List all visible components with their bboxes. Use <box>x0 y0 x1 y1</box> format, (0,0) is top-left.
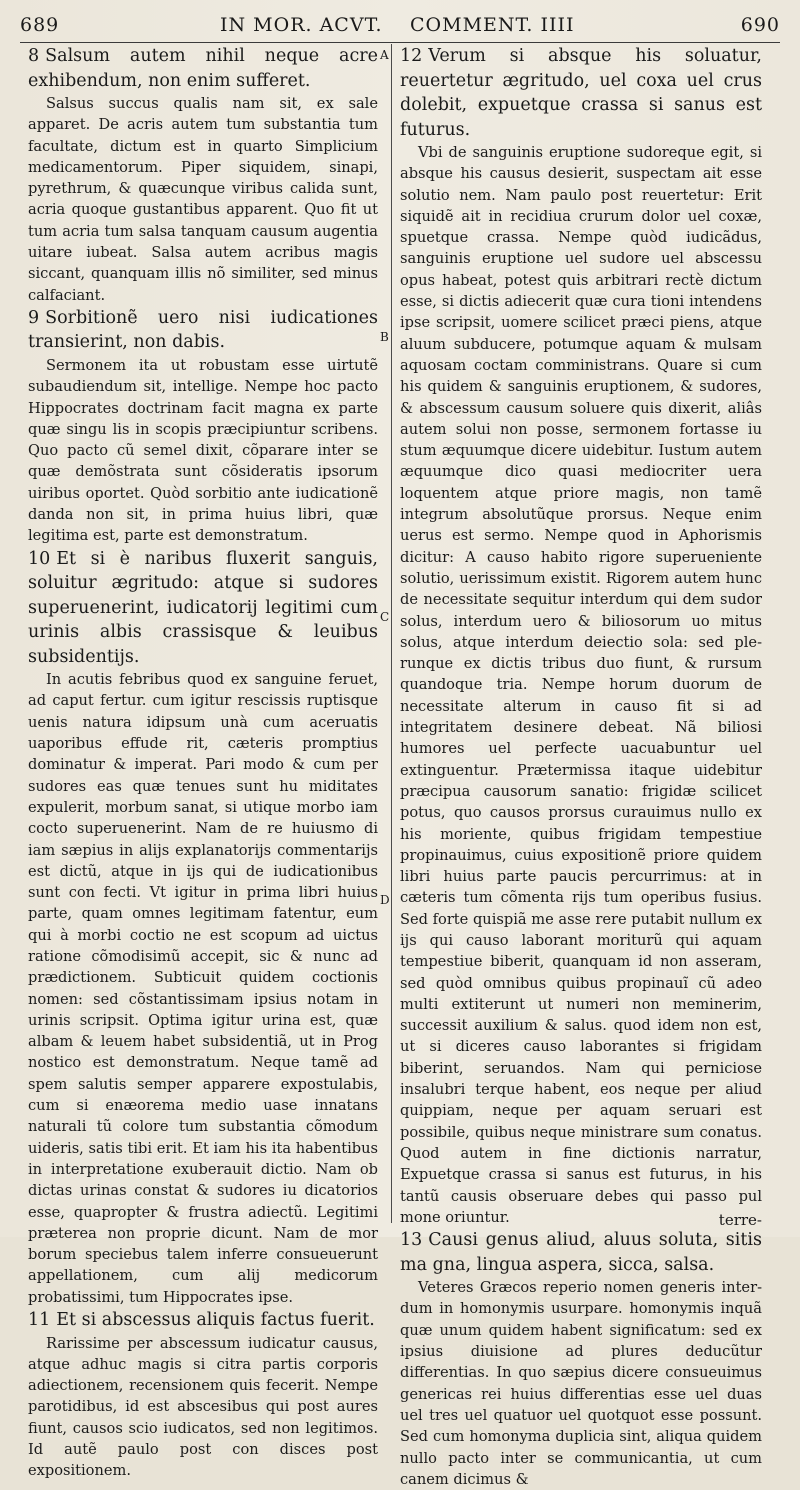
lemma-number: 11 <box>28 1310 51 1331</box>
margin-letter-c: C <box>380 610 390 624</box>
header-rule <box>20 42 780 43</box>
running-title-right: COMMENT. IIII <box>410 14 575 36</box>
running-header <box>20 8 780 42</box>
lemma-paragraph <box>28 1308 378 1333</box>
page-number-left: 689 <box>20 14 60 36</box>
lemma-paragraph <box>28 44 378 93</box>
commentary-paragraph: Vbi de sanguinis eruptione sudoreque egit, si absque his causus desierit, suspectam ait esse solutio nem. Nam paulo post reuertetur: Erit siquidẽ ait in recidiua crurum dolor uel coxæ, spuetque crassa. Nempe quòd iudicãdus, sanguinis eruptione uel sudore uel abscessu opus habeat, potest quis arbitrari rectè dictum esse, si dictis adiecerit quæ cura tioni intendens ipse scripsit, uomere scilicet præci piens, atque aluum subducere, potumque aquam & mulsam aquosam coctam comministrans. Quare si cum his quidem & sanguinis eruptionem, & sudores, & abscessum causum soluere quis dixerit, aliâs autem solui non posse, sermonem fortasse iu stum æquumque dicere uidebitur. Iustum autem æquumque dico quasi mediocriter uera loquentem atque priore magis, non tamẽ integrum absolutũque prorsus. Neque enim uerus est sermo. Nempe quod in Aphorismis dicitur: A causo habito rigore superueniente solutio, uerissimum existit. Rigorem autem hunc de necessitate sequitur interdum qui dem sudor solus, interdum uero & biliosorum uo mitus solus, atque interdum deiectio sola: sed plerunque ex dictis tribus duo fiunt, & rursum quandoque tria. Nempe horum duorum de necessitate alterum in causo fit si ad integritatem desinere debeat. Nã biliosi humores uel perfecte uacuabuntur uel extinguentur. Prætermissa itaque uidebitur præcipua causorum sanatio: frigidæ scilicet potus, quo causos prorsus curauimus nullo ex his moriente, quibus frigidam tempestiue propinauimus, cuius expositionẽ priore quidem libri huius parte paucis percurrimus: at in cæteris tum cõmenta rijs tum operibus fusius. Sed forte quispiã me asse rere putabit nullum ex ijs qui causo laborant moriturũ qui aquam tempestiue biberit, quanquam id non asseram, sed quòd omnibus quibus propinauĩ cũ adeo multi extiterunt ut numeri non meminerim, successit auxilium & salus. quod idem non est, ut si diceres causo laborantes si frigidam biberint, seruandos. Nam qui perniciose insalubri terque habent, eos neque per aliud quippiam, neque per aquam seruari est possibile, quibus neque ministrare sum conatus. Quod autem in fine dictionis narratur, Expuetque crassa si sanus est futurus, in his tantũ causis obseruare debes qui passo pul mone oriuntur. <box>400 144 762 1226</box>
lemma-number: 8 <box>28 46 40 66</box>
running-title-left: IN MOR. ACVT. <box>220 14 383 36</box>
commentary-paragraph: Veteres Græcos reperio nomen generis interdum in homonymis usurpare. homonymis inquã quæ unum quidem habent significatum: sed ex ipsius diuisione ad plures deducũtur differentias. In quo sæpius dicere consueuimus genericas rei huius differentias esse uel duas uel tres uel quatuor uel quotquot esse possunt. Sed cum homonyma duplicia sint, aliqua quidem nullo pacto inter se communicantia, ut cum canem dicimus & <box>400 1279 762 1488</box>
right-column <box>400 44 762 1490</box>
lemma-text: Et si è naribus fluxerit sanguis, soluitur ægritudo: atque si sudores superuenerint, iudicatorij legitimi cum urinis albis crassisque & leuibus subsidentijs. <box>28 548 378 667</box>
column-divider <box>391 44 392 1223</box>
lemma-text: Salsum autem nihil neque acre exhibendum, non enim sufferet. <box>28 46 378 91</box>
margin-letter-a: A <box>380 48 389 62</box>
margin-letter-b: B <box>380 330 389 344</box>
left-column <box>28 44 378 1482</box>
lemma-number: 13 <box>400 1230 423 1251</box>
lemma-text: Verum si absque his soluatur, reuertetur ægritudo, uel coxa uel crus dolebit, expuetque crassa si sanus est futurus. <box>400 46 762 140</box>
lemma-paragraph <box>400 1228 762 1277</box>
lemma-paragraph <box>400 44 762 142</box>
catchword: terre- <box>718 1211 762 1229</box>
lemma-number: 9 <box>28 307 40 328</box>
commentary-paragraph: Rarissime per abscessum iudicatur causus, atque adhuc magis si citra partis corporis adiectionem, recensionem quis fecerit. Nempe parotidibus, id est abscesibus qui post aures fiunt, causos scio iudicatos, sed non legitimos. Id autẽ paulo post con disces post expositionem. <box>28 1334 378 1480</box>
commentary-paragraph: In acutis febribus quod ex sanguine feruet, ad caput fertur. cum igitur rescissis ruptisque uenis natura idipsum unà cum aceruatis uaporibus effude rit, cæteris promptius dominatur & imperat. Pari modo & cum per sudores eas quæ tenues sunt hu miditates expulerit, morbum sanat, si utique morbo iam cocto superuenerint. Nam de re huiusmo di iam sæpius in alijs explanatorijs commentarijs est dictũ, atque in ijs qui de iudicationibus sunt con fecti. Vt igitur in prima libri huius parte, quam omnes legitimam fatentur, eum qui à morbi coctio ne est scopum ad uictus ratione cõmodisimũ accepit, sic & nunc ad prædictionem. Subticuit quidem coctionis nomen: sed cõstantissimam ipsius notam in urinis scripsit. Optima igitur urina est, quæ albam & leuem habet subsidentiã, ut in Prog nostico est demonstratum. Neque tamẽ ad spem salutis semper apparere expostulabis, cum si enæorema medio uase innatans naturali tũ colore tum substantia cõmodum uideris, satis tibi erit. Et iam his ita habentibus in interpretatione exuberauit dictio. Nam ob dictas urinas constat & sudores iu dicatorios esse, quapropter & frustra adiectũ. Legitimi præterea non proprie dicunt. Nam de mor borum speciebus talem inferre consueuerunt appellationem, cum alij medicorum probatissimi, tum Hippocrates ipse. <box>28 671 378 1306</box>
lemma-number: 10 <box>28 548 51 569</box>
lemma-paragraph <box>28 547 378 670</box>
margin-letter-d: D <box>380 893 390 907</box>
commentary-paragraph: Sermonem ita ut robustam esse uirtutẽ subaudiendum sit, intellige. Nempe hoc pacto Hippocrates doctrinam facit magna ex parte quæ singu lis in scopis præcipiuntur scribens. Quo pacto cũ semel dixit, cõparare inter se quæ demõstrata sunt cõsideratis ipsorum uiribus oportet. Quòd sorbitio ante iudicationẽ danda non sit, in prima huius libri, quæ legitima est, parte est demonstratum. <box>28 356 378 545</box>
lemma-text: Causi genus aliud, aluus soluta, sitis ma gna, lingua aspera, sicca, salsa. <box>400 1230 762 1275</box>
lemma-paragraph <box>28 306 378 355</box>
lemma-number: 12 <box>400 46 423 66</box>
lemma-text: Et si abscessus aliquis factus fuerit. <box>56 1310 375 1331</box>
commentary-paragraph: Salsus succus qualis nam sit, ex sale apparet. De acris autem tum substantia tum facultate, dictum est in quarto Simplicium medicamentorum. Piper siquidem, sinapi, pyrethrum, & quæcunque viribus calida sunt, acria quoque gustantibus apparent. Quo fit ut tum acria tum salsa tanquam causum augentia uitare iubeat. Salsa autem acribus magis siccant, quanquam illis nõ similiter, sed minus calfaciant. <box>28 95 378 304</box>
page-number-right: 690 <box>740 14 780 36</box>
lemma-text: Sorbitionẽ uero nisi iudicationes transierint, non dabis. <box>28 307 378 353</box>
